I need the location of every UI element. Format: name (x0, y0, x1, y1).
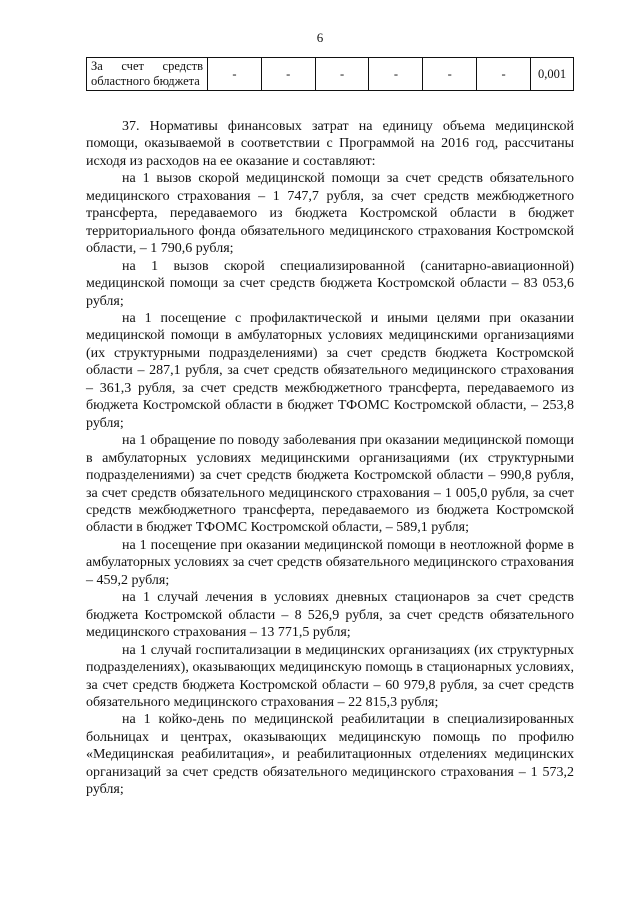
paragraph-air-ambulance-call: на 1 вызов скорой специализированной (санитарно-авиационной) медицинской помощи за счет средств бюджета Костромской области – 83 053,6 рубля; (86, 258, 574, 309)
table-cell: - (261, 58, 315, 91)
table-cell: - (208, 58, 262, 91)
paragraph-preventive-visit: на 1 посещение с профилактической и иными целями при оказании медицинской помощи в амбулаторных условиях медицинскими организациями (их структурными подразделениями) за счет средств бюджета Костромской области – 287,1 рубля, за счет средств обязательного медицинского страхования – 361,3 рубля, за счет средств межбюджетного трансферта, передаваемого из бюджета Костромской области в бюджет ТФОМС Костромской области, – 253,8 рубля; (86, 310, 574, 431)
table-cell: - (423, 58, 477, 91)
paragraph-ambulance-call: на 1 вызов скорой медицинской помощи за счет средств обязательного медицинского страхования – 1 747,7 рубля, за счет средств межбюджетного трансферта, передаваемого из бюджета Костромской области в бюджет территориального фонда обязательного медицинского страхования Костромской области, – 1 790,6 рубля; (86, 171, 574, 257)
table-cell-value: 0,001 (531, 58, 574, 91)
document-body (86, 118, 574, 799)
table-row (87, 58, 574, 91)
paragraph-disease-appeal: на 1 обращение по поводу заболевания при оказании медицинской помощи в амбулаторных условиях медицинскими организациями (их структурными подразделениями) за счет средств бюджета Костромской области – 990,8 рубля, за счет средств обязательного медицинского страхования – 1 005,0 рубля, за счет средств межбюджетного трансферта, передаваемого из бюджета Костромской области в бюджет ТФОМС Костромской области, – 589,1 рубля; (86, 433, 574, 536)
table-cell: - (369, 58, 423, 91)
table-cell: - (315, 58, 369, 91)
paragraph-day-hospital: на 1 случай лечения в условиях дневных стационаров за счет средств бюджета Костромской области – 8 526,9 рубля, за счет средств обязательного медицинского страхования – 13 771,5 рубля; (86, 590, 574, 641)
paragraph-rehabilitation-bed-day: на 1 койко-день по медицинской реабилитации в специализированных больницах и центрах, оказывающих медицинскую помощь по профилю «Медицинская реабилитация», и реабилитационных отделениях медицинских организаций за счет средств обязательного медицинского страхования – 1 573,2 рубля; (86, 712, 574, 798)
paragraph-section-37: 37. Нормативы финансовых затрат на единицу объема медицинской помощи, оказываемой в соответствии с Программой на 2016 год, рассчитаны исходя из расходов на ее оказание и составляют: (86, 119, 574, 169)
table-cell: - (477, 58, 531, 91)
table-cell-source: За счет средств областного бюджета (87, 58, 208, 91)
paragraph-urgent-visit: на 1 посещение при оказании медицинской помощи в неотложной форме в амбулаторных условиях за счет средств обязательного медицинского страхования – 459,2 рубля; (86, 537, 574, 588)
budget-table (86, 57, 574, 91)
page-number: 6 (316, 30, 324, 45)
paragraph-hospitalization: на 1 случай госпитализации в медицинских организациях (их структурных подразделениях), оказывающих медицинскую помощь в стационарных условиях, за счет средств бюджета Костромской области – 60 979,8 рубля, за счет средств обязательного медицинского страхования – 22 815,3 рубля; (86, 642, 574, 710)
